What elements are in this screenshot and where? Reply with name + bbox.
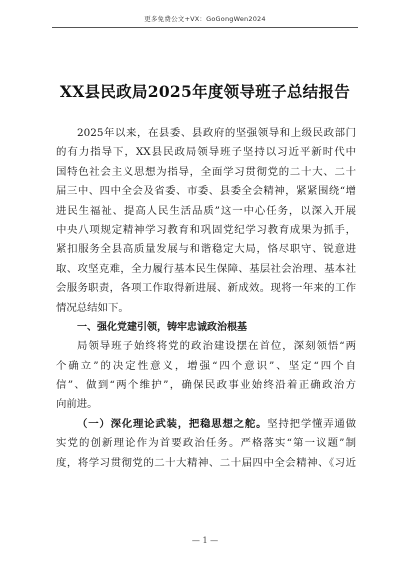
text-line: 情况总结如下。 bbox=[56, 301, 129, 314]
header-divider bbox=[52, 27, 358, 28]
subsection-1-paragraph bbox=[56, 415, 356, 473]
section-1-paragraph bbox=[56, 337, 356, 415]
text-line: 届三中、四中全会及省委、市委、县委全会精神，紧紧围绕“增 bbox=[56, 185, 356, 198]
header-note: 更多免费公文+VX：GoGongWen2024 bbox=[144, 15, 266, 23]
subsection-text-start: 坚持把学懂弄通做 bbox=[267, 417, 356, 430]
document-body bbox=[56, 124, 356, 473]
text-line: 进民生福祉、提高人民生活品质”这一中心任务，以深入开展 bbox=[56, 204, 356, 217]
text-line: 信”、做到“两个维护”，确保民政事业始终沿着正确政治方 bbox=[56, 379, 356, 392]
section-heading: 一、强化党建引领，铸牢忠诚政治根基 bbox=[77, 321, 247, 333]
text-line: 会服务职责，各项工作取得新进展、新成效。现将一年来的工作 bbox=[56, 282, 356, 295]
text-line: 2025年以来，在县委、县政府的坚强领导和上级民政部门 bbox=[77, 127, 356, 139]
text-line: 度，将学习贯彻党的二十大精神、二十届四中全会精神、《习近 bbox=[56, 456, 356, 469]
page-number: — 1 — bbox=[191, 536, 219, 545]
text-line: 取、攻坚克难，全力履行基本民生保障、基层社会治理、基本社 bbox=[56, 262, 356, 275]
text-line: 中央八项规定精神学习教育和巩固党纪学习教育成果为抓手， bbox=[56, 223, 356, 236]
text-line: 紧扣服务全县高质量发展与和谐稳定大局，恪尽职守、锐意进 bbox=[56, 243, 356, 256]
document-title: XX县民政局2025年度领导班子总结报告 bbox=[59, 82, 351, 101]
text-line: 局领导班子始终将党的政治建设摆在首位，深刻领悟“两 bbox=[77, 340, 356, 353]
text-line: 国特色社会主义思想为指导，全面学习贯彻党的二十大、二十 bbox=[56, 165, 356, 178]
text-line: 的有力指导下，XX县民政局领导班子坚持以习近平新时代中 bbox=[56, 146, 356, 159]
text-line: 向前进。 bbox=[56, 398, 98, 411]
intro-paragraph bbox=[56, 124, 356, 318]
text-line: 实党的创新理论作为首要政治任务。严格落实“第一议题”制 bbox=[56, 437, 356, 450]
text-line bbox=[56, 415, 356, 434]
subsection-heading: （一）深化理论武装，把稳思想之舵。 bbox=[77, 417, 268, 430]
text-line: 个确立”的决定性意义，增强“四个意识”、坚定“四个自 bbox=[56, 359, 356, 372]
